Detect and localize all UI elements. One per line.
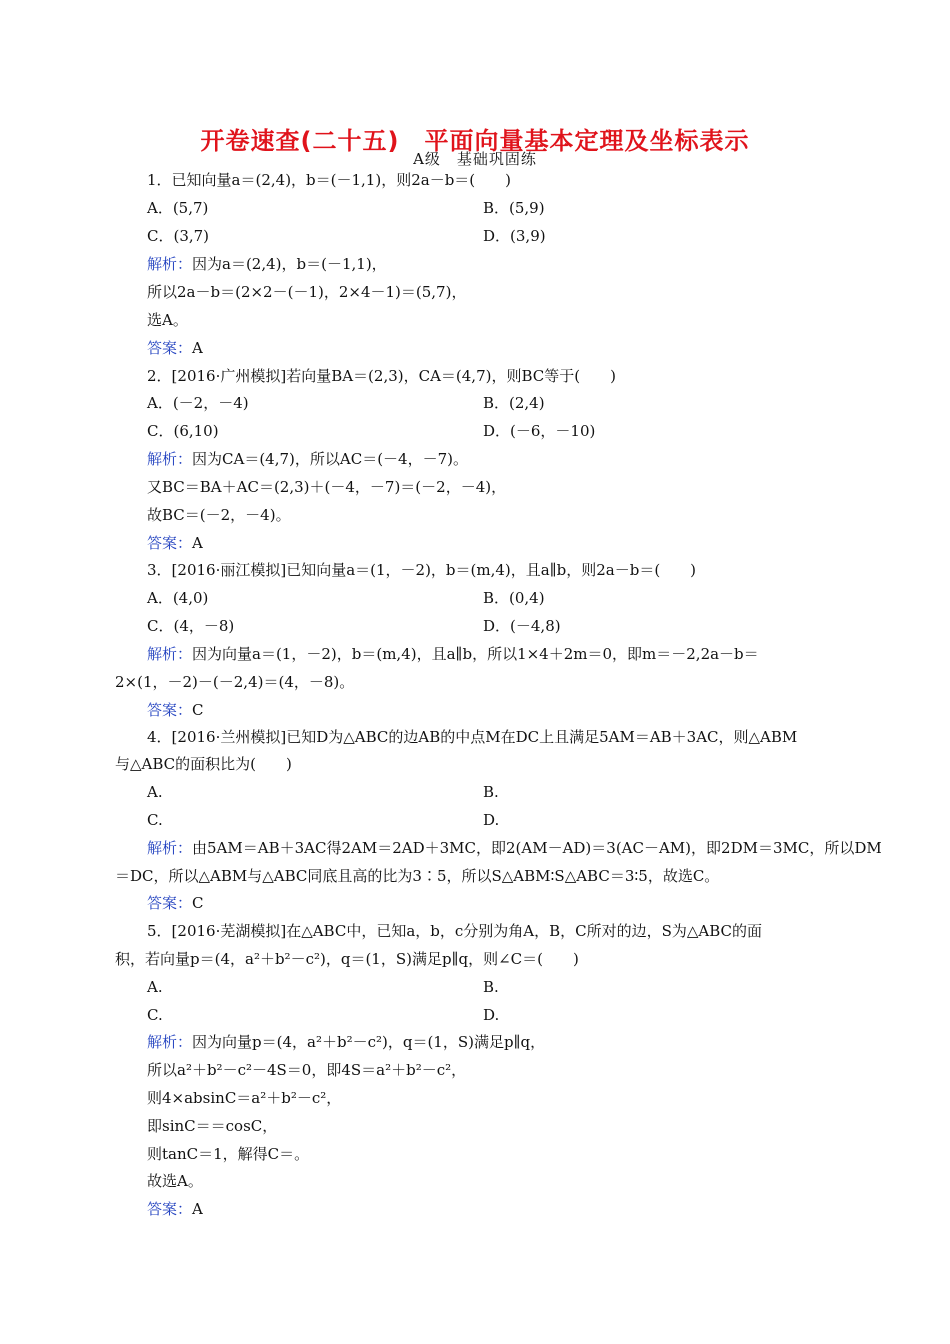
solution-text: 因为向量p＝(4，a²＋b²－c²)，q＝(1，S)满足p∥q， [192,1033,546,1051]
solution-text: 因为CA＝(4,7)，所以AC＝(－4，－7)。 [192,450,468,468]
q5-solution-line4: 即sinC＝＝cosC， [147,1117,278,1135]
q3-option-b: B．(0,4) [483,589,545,607]
answer-label: 答案： [147,534,193,552]
q1-option-d: D．(3,9) [483,227,546,245]
answer-label: 答案： [147,701,193,719]
q5-solution-line2: 所以a²＋b²－c²－4S＝0，即4S＝a²＋b²－c²， [147,1061,467,1079]
solution-label: 解析： [147,1033,193,1051]
q2-solution [147,449,468,469]
solution-label: 解析： [147,839,193,857]
q2-option-d: D．(－6，－10) [483,422,596,440]
q3-stem: 3．[2016·丽江模拟]已知向量a＝(1，－2)，b＝(m,4)，且a∥b，则2a－b＝( ) [147,561,697,579]
q5-option-d: D. [483,1006,500,1024]
q2-option-a: A．(－2，－4) [147,394,249,412]
q5-stem: 5．[2016·芜湖模拟]在△ABC中，已知a，b，c分别为角A，B，C所对的边，S为△ABC的面 [147,922,763,940]
q3-option-d: D．(－4,8) [483,617,561,635]
q5-option-a: A. [147,978,163,996]
q5-option-c: C. [147,1006,163,1024]
solution-label: 解析： [147,255,193,273]
q5-solution-line3: 则4×absinC＝a²＋b²－c²， [147,1089,342,1107]
q3-solution [147,644,759,664]
answer-value: A [192,339,203,357]
answer-value: A [192,1200,203,1218]
q1-answer [147,338,203,358]
q5-stem-line2: 积，若向量p＝(4，a²＋b²－c²)，q＝(1，S)满足p∥q，则∠C＝( ) [115,950,579,968]
solution-text: 因为a＝(2,4)，b＝(－1,1)， [192,255,387,273]
q2-solution-line3: 故BC＝(－2，－4)。 [147,506,291,524]
q3-option-a: A．(4,0) [147,589,209,607]
page-title: 开卷速查(二十五) 平面向量基本定理及坐标表示 [200,127,750,155]
q5-option-b: B. [483,978,499,996]
q3-option-c: C．(4，－8) [147,617,235,635]
q5-answer [147,1199,203,1219]
q4-solution [147,838,882,858]
q4-option-b: B. [483,783,499,801]
q3-answer [147,700,204,720]
q2-stem: 2．[2016·广州模拟]若向量BA＝(2,3)，CA＝(4,7)，则BC等于( ) [147,367,616,385]
solution-label: 解析： [147,450,193,468]
q3-solution-line2: 2×(1，－2)－(－2,4)＝(4，－8)。 [115,673,355,691]
answer-value: C [192,894,204,912]
section-subtitle: A级 基础巩固练 [413,150,537,168]
solution-label: 解析： [147,645,193,663]
q4-stem-line2: 与△ABC的面积比为( ) [115,755,292,773]
q1-option-a: A．(5,7) [147,199,209,217]
solution-text: 因为向量a＝(1，－2)，b＝(m,4)，且a∥b，所以1×4＋2m＝0，即m＝－2,2a－b＝ [192,645,759,663]
q4-option-c: C. [147,811,163,829]
q2-solution-line2: 又BC＝BA＋AC＝(2,3)＋(－4，－7)＝(－2，－4)， [147,478,507,496]
answer-value: A [192,534,203,552]
answer-value: C [192,701,204,719]
q2-option-b: B．(2,4) [483,394,545,412]
q4-option-d: D. [483,811,500,829]
q1-option-c: C．(3,7) [147,227,210,245]
q4-option-a: A. [147,783,163,801]
q1-solution-line2: 所以2a－b＝(2×2－(－1)，2×4－1)＝(5,7)， [147,283,467,301]
q4-solution-line2: ＝DC，所以△ABM与△ABC同底且高的比为3∶5，所以S△ABM∶S△ABC＝3∶5，故选C。 [115,867,720,885]
q5-solution-line5: 则tanC＝1，解得C＝。 [147,1145,310,1163]
answer-label: 答案： [147,1200,193,1218]
q2-option-c: C．(6,10) [147,422,219,440]
q5-solution-line6: 故选A。 [147,1172,203,1190]
q1-option-b: B．(5,9) [483,199,545,217]
q4-answer [147,893,204,913]
q4-stem: 4．[2016·兰州模拟]已知D为△ABC的边AB的中点M在DC上且满足5AM＝AB＋3AC，则△ABM [147,728,798,746]
q1-solution-line3: 选A。 [147,311,188,329]
solution-text: 由5AM＝AB＋3AC得2AM＝2AD＋3MC，即2(AM－AD)＝3(AC－AM)，即2DM＝3MC，所以DM [192,839,882,857]
q1-stem: 1．已知向量a＝(2,4)，b＝(－1,1)，则2a－b＝( ) [147,171,512,189]
q5-solution [147,1032,545,1052]
q2-answer [147,533,203,553]
answer-label: 答案： [147,339,193,357]
answer-label: 答案： [147,894,193,912]
q1-solution [147,254,387,274]
